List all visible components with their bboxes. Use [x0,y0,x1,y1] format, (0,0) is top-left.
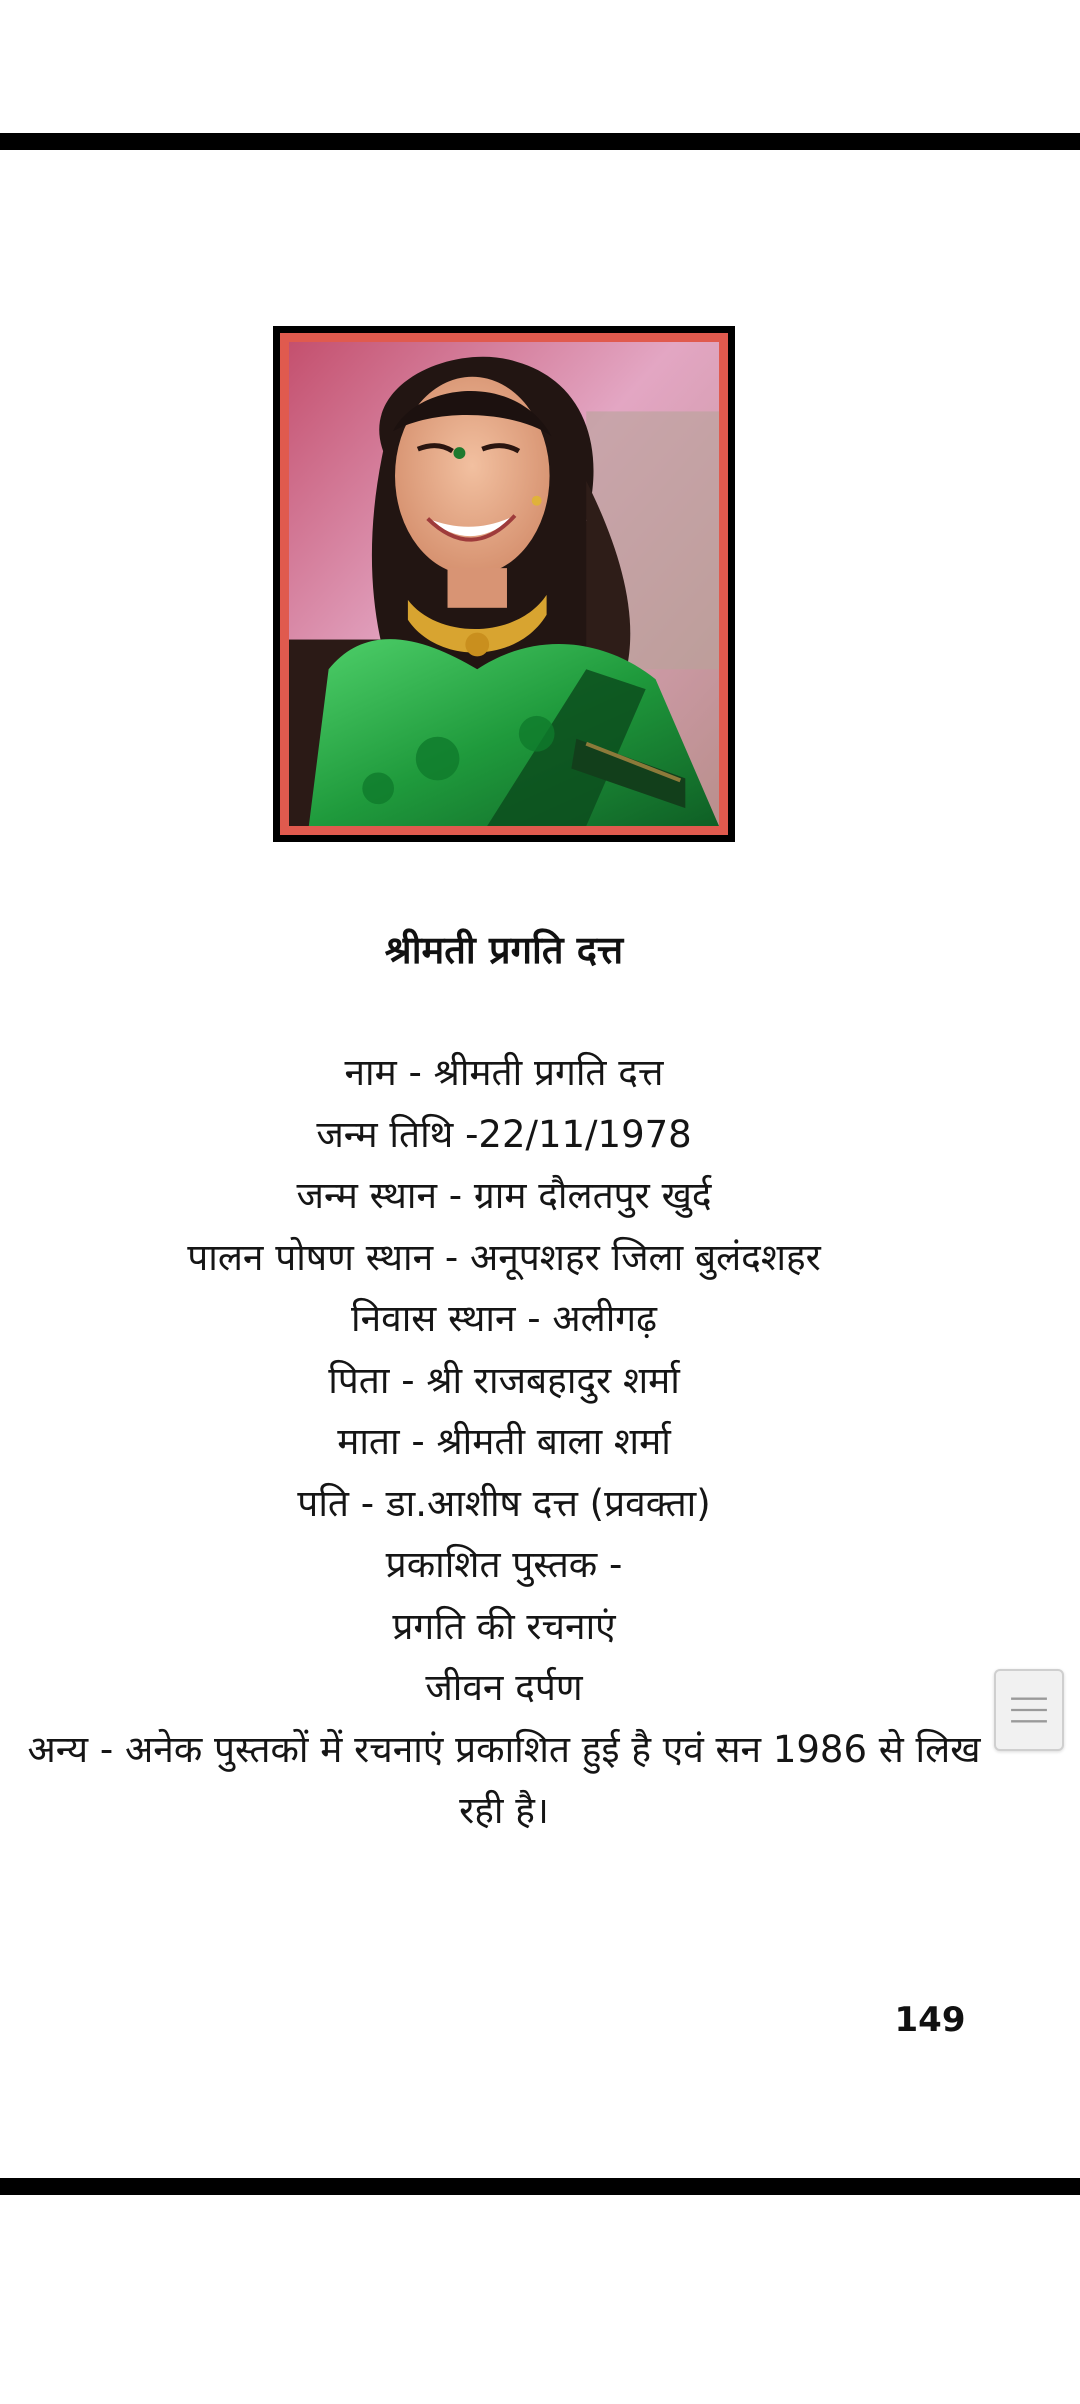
portrait-illustration [289,342,719,826]
bio-mother-line: माता - श्रीमती बाला शर्मा [337,1420,671,1463]
portrait-photo [289,342,719,826]
page-title: श्रीमती प्रगति दत्त [384,928,624,972]
top-page-border [0,133,1080,150]
hamburger-menu-icon [996,1671,1062,1749]
bio-book-title: जीवन दर्पण [425,1666,583,1709]
bio-name-line: नाम - श्रीमती प्रगति दत्त [344,1051,664,1094]
bio-upbringing-place-line: पालन पोषण स्थान - अनूपशहर जिला बुलंदशहर [187,1235,821,1279]
bio-birth-place-line: जन्म स्थान - ग्राम दौलतपुर खुर्द [296,1174,712,1217]
bio-husband-line: पति - डा.आशीष दत्त (प्रवक्ता) [297,1481,711,1525]
bio-father-line: पिता - श्री राजबहादुर शर्मा [328,1358,680,1402]
bio-birth-date-line: जन्म तिथि -22/11/1978 [316,1112,692,1156]
bio-other-line: अन्य - अनेक पुस्तकों में रचनाएं प्रकाशित हुई है एवं सन 1986 से लिख रही है। [27,1727,981,1832]
page-number: 149 [894,2000,966,2040]
bio-residence-line: निवास स्थान - अलीगढ़ [351,1297,657,1340]
bio-published-books-label: प्रकाशित पुस्तक - [385,1543,623,1586]
photo-frame [273,326,735,842]
bio-book-title: प्रगति की रचनाएं [392,1604,616,1648]
bottom-page-border [0,2178,1080,2195]
menu-button[interactable] [994,1669,1064,1751]
bio-details [20,1042,988,1842]
